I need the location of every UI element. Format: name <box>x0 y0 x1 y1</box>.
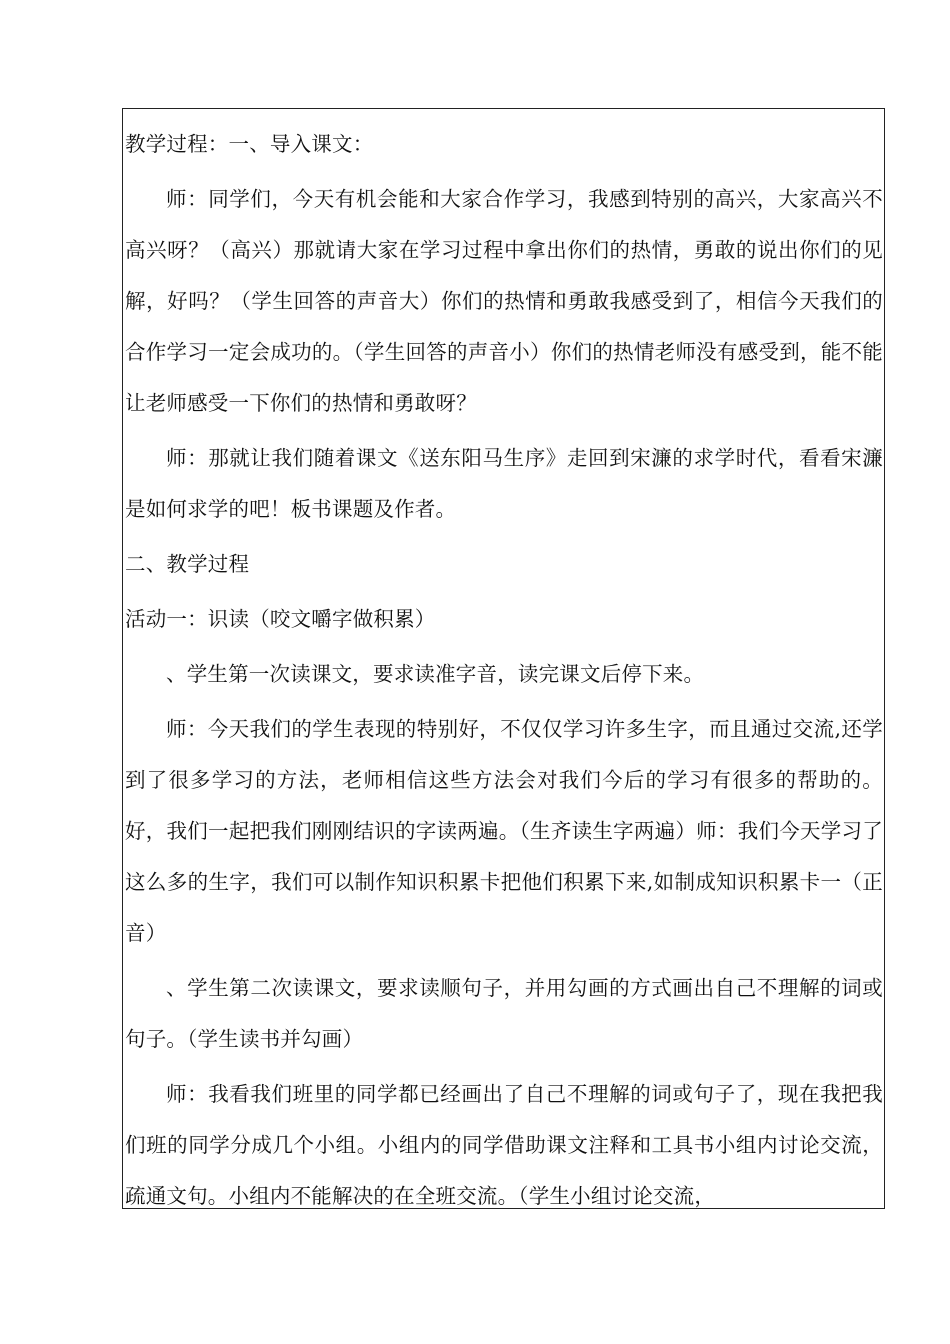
heading-section-two: 二、教学过程 <box>125 552 250 576</box>
paragraph-second-reading: 、学生第二次读课文，要求读顺句子，并用勾画的方式画出自己不理解的词或句子。（学生读书并勾画） <box>125 976 883 1051</box>
document-body <box>125 119 883 1209</box>
paragraph-teacher-intro: 师：同学们，今天有机会能和大家合作学习，我感到特别的高兴，大家高兴不高兴呀？（高兴）那就请大家在学习过程中拿出你们的热情，勇敢的说出你们的见解，好吗？（学生回答的声音大）你们的热情和勇敢我感受到了，相信今天我们的合作学习一定会成功的。（学生回答的声音小）你们的热情老师没有感受到，能不能让老师感受一下你们的热情和勇敢呀？ <box>125 187 883 415</box>
document-frame <box>122 108 885 1209</box>
paragraph-group-discussion: 师：我看我们班里的同学都已经画出了自己不理解的词或句子了，现在我把我们班的同学分成几个小组。小组内的同学借助课文注释和工具书小组内讨论交流，疏通文句。小组内不能解决的在全班交流。（学生小组讨论交流， <box>125 1082 883 1208</box>
paragraph-teacher-praise: 师：今天我们的学生表现的特别好，不仅仅学习许多生字，而且通过交流,还学到了很多学习的方法，老师相信这些方法会对我们今后的学习有很多的帮助的。好，我们一起把我们刚刚结识的字读两遍。（生齐读生字两遍）师：我们今天学习了这么多的生字，我们可以制作知识积累卡把他们积累下来,如制成知识积累卡一（正音） <box>125 717 883 945</box>
paragraph-first-reading: 、学生第一次读课文，要求读准字音，读完课文后停下来。 <box>166 662 705 686</box>
heading-teaching-process: 教学过程：一、导入课文： <box>125 132 374 156</box>
paragraph-teacher-lead-in: 师：那就让我们随着课文《送东阳马生序》走回到宋濂的求学时代，看看宋濂是如何求学的吧！板书课题及作者。 <box>125 446 883 521</box>
heading-activity-one: 活动一：识读（咬文嚼字做积累） <box>125 607 436 631</box>
